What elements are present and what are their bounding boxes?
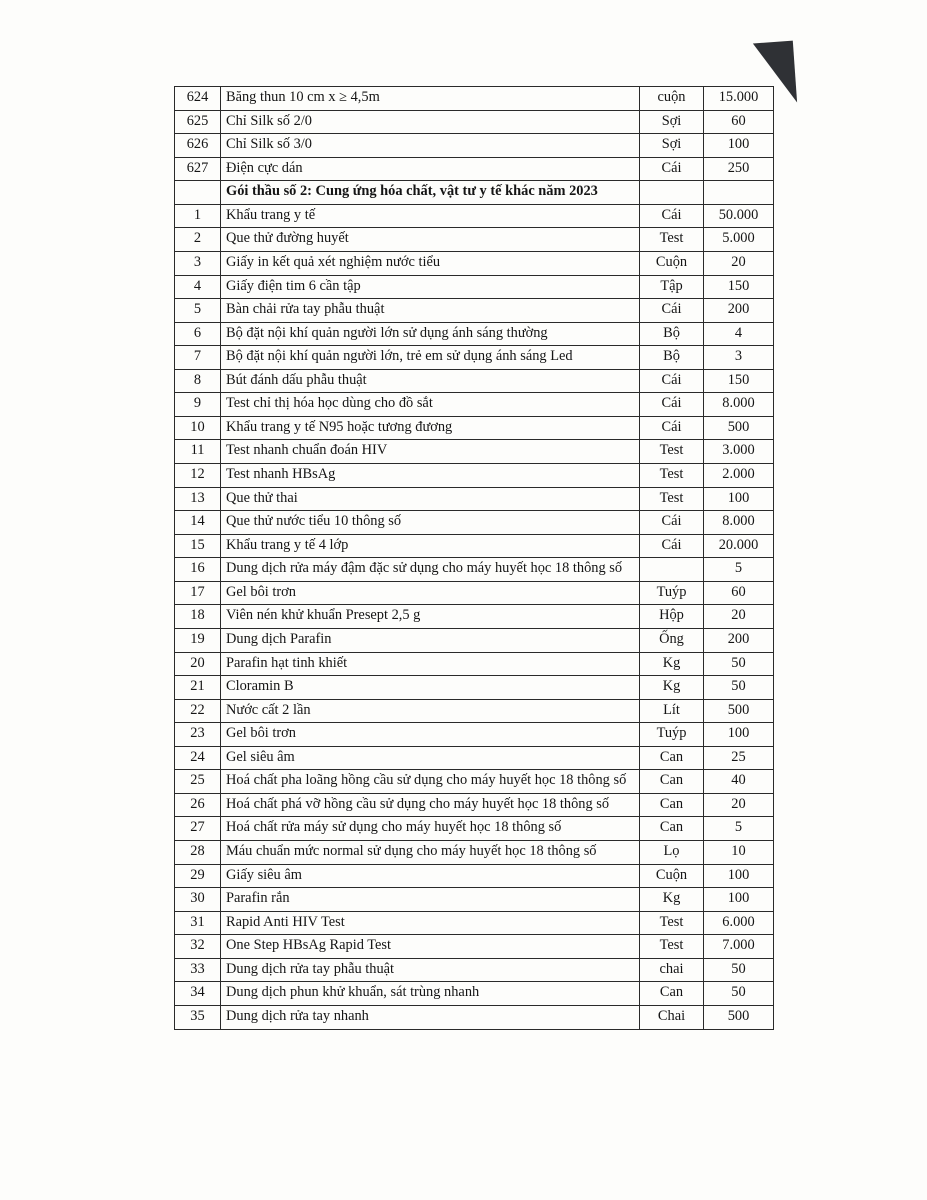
quantity-cell: 3.000	[704, 440, 774, 464]
goods-table-body	[175, 87, 774, 1030]
unit-cell: Test	[640, 464, 704, 488]
item-name-cell: Dung dịch rửa tay phẫu thuật	[221, 958, 640, 982]
table-row	[175, 888, 774, 912]
row-index-cell: 6	[175, 322, 221, 346]
quantity-cell: 7.000	[704, 935, 774, 959]
row-index-cell: 4	[175, 275, 221, 299]
quantity-cell: 100	[704, 487, 774, 511]
quantity-cell: 100	[704, 723, 774, 747]
item-name-cell: Bộ đặt nội khí quản người lớn, trẻ em sử dụng ánh sáng Led	[221, 346, 640, 370]
item-name-cell: Hoá chất pha loãng hồng cầu sử dụng cho máy huyết học 18 thông số	[221, 770, 640, 794]
unit-cell: Cái	[640, 393, 704, 417]
unit-cell: Cái	[640, 511, 704, 535]
table-row	[175, 299, 774, 323]
quantity-cell: 50	[704, 958, 774, 982]
table-row	[175, 440, 774, 464]
unit-cell: Cuộn	[640, 864, 704, 888]
table-row	[175, 723, 774, 747]
item-name-cell: Chỉ Silk số 3/0	[221, 134, 640, 158]
row-index-cell: 13	[175, 487, 221, 511]
row-index-cell: 12	[175, 464, 221, 488]
unit-cell: Can	[640, 982, 704, 1006]
table-row	[175, 817, 774, 841]
unit-cell: Sợi	[640, 110, 704, 134]
quantity-cell: 25	[704, 746, 774, 770]
quantity-cell: 200	[704, 299, 774, 323]
table-row	[175, 181, 774, 205]
quantity-cell: 5	[704, 817, 774, 841]
quantity-cell: 50	[704, 982, 774, 1006]
unit-cell: Bộ	[640, 346, 704, 370]
row-index-cell: 28	[175, 841, 221, 865]
item-name-cell: Khẩu trang y tế	[221, 204, 640, 228]
item-name-cell: Parafin hạt tinh khiết	[221, 652, 640, 676]
row-index-cell: 29	[175, 864, 221, 888]
unit-cell: Cái	[640, 204, 704, 228]
item-name-cell: Dung dịch phun khử khuẩn, sát trùng nhanh	[221, 982, 640, 1006]
quantity-cell: 50	[704, 652, 774, 676]
table-row	[175, 511, 774, 535]
row-index-cell: 625	[175, 110, 221, 134]
item-name-cell: Gel bôi trơn	[221, 581, 640, 605]
table-row	[175, 393, 774, 417]
unit-cell: Ống	[640, 628, 704, 652]
table-row	[175, 652, 774, 676]
item-name-cell: Nước cất 2 lần	[221, 699, 640, 723]
item-name-cell: Giấy điện tim 6 cần tập	[221, 275, 640, 299]
item-name-cell: Rapid Anti HIV Test	[221, 911, 640, 935]
row-index-cell: 11	[175, 440, 221, 464]
row-index-cell: 3	[175, 251, 221, 275]
quantity-cell: 50.000	[704, 204, 774, 228]
goods-table	[174, 86, 774, 1030]
row-index-cell: 17	[175, 581, 221, 605]
unit-cell: chai	[640, 958, 704, 982]
row-index-cell: 22	[175, 699, 221, 723]
unit-cell: Tuýp	[640, 581, 704, 605]
quantity-cell: 100	[704, 888, 774, 912]
table-row	[175, 558, 774, 582]
unit-cell: Cái	[640, 369, 704, 393]
item-name-cell: Hoá chất rửa máy sử dụng cho máy huyết học 18 thông số	[221, 817, 640, 841]
table-row	[175, 581, 774, 605]
item-name-cell: Điện cực dán	[221, 157, 640, 181]
unit-cell: Test	[640, 935, 704, 959]
item-name-cell: Giấy siêu âm	[221, 864, 640, 888]
section-heading-cell: Gói thầu số 2: Cung ứng hóa chất, vật tư y tế khác năm 2023	[221, 181, 640, 205]
item-name-cell: Khẩu trang y tế 4 lớp	[221, 534, 640, 558]
row-index-cell: 20	[175, 652, 221, 676]
table-row	[175, 605, 774, 629]
row-index-cell: 626	[175, 134, 221, 158]
item-name-cell: Dung dịch rửa máy đậm đặc sử dụng cho máy huyết học 18 thông số	[221, 558, 640, 582]
table-row	[175, 228, 774, 252]
table-row	[175, 628, 774, 652]
quantity-cell: 150	[704, 275, 774, 299]
row-index-cell: 19	[175, 628, 221, 652]
table-row	[175, 346, 774, 370]
item-name-cell: Khẩu trang y tế N95 hoặc tương đương	[221, 416, 640, 440]
row-index-cell: 9	[175, 393, 221, 417]
unit-cell: Kg	[640, 888, 704, 912]
table-row	[175, 793, 774, 817]
row-index-cell: 26	[175, 793, 221, 817]
table-row	[175, 416, 774, 440]
unit-cell: Can	[640, 746, 704, 770]
quantity-cell	[704, 181, 774, 205]
table-row	[175, 534, 774, 558]
row-index-cell: 7	[175, 346, 221, 370]
row-index-cell: 624	[175, 87, 221, 111]
quantity-cell: 500	[704, 416, 774, 440]
unit-cell: Sợi	[640, 134, 704, 158]
quantity-cell: 20.000	[704, 534, 774, 558]
quantity-cell: 60	[704, 110, 774, 134]
unit-cell: Cuộn	[640, 251, 704, 275]
quantity-cell: 10	[704, 841, 774, 865]
row-index-cell: 24	[175, 746, 221, 770]
row-index-cell: 31	[175, 911, 221, 935]
table-row	[175, 982, 774, 1006]
quantity-cell: 100	[704, 134, 774, 158]
item-name-cell: Bút đánh dấu phẫu thuật	[221, 369, 640, 393]
table-row	[175, 251, 774, 275]
unit-cell: Can	[640, 793, 704, 817]
unit-cell: Test	[640, 440, 704, 464]
item-name-cell: Test nhanh HBsAg	[221, 464, 640, 488]
row-index-cell: 25	[175, 770, 221, 794]
table-row	[175, 275, 774, 299]
row-index-cell: 34	[175, 982, 221, 1006]
quantity-cell: 8.000	[704, 511, 774, 535]
unit-cell: Tuýp	[640, 723, 704, 747]
row-index-cell: 23	[175, 723, 221, 747]
unit-cell: Hộp	[640, 605, 704, 629]
row-index-cell: 1	[175, 204, 221, 228]
quantity-cell: 3	[704, 346, 774, 370]
goods-table-container	[174, 86, 774, 1030]
row-index-cell: 2	[175, 228, 221, 252]
table-row	[175, 864, 774, 888]
row-index-cell: 15	[175, 534, 221, 558]
item-name-cell: Test chỉ thị hóa học dùng cho đồ sắt	[221, 393, 640, 417]
quantity-cell: 15.000	[704, 87, 774, 111]
unit-cell: Chai	[640, 1005, 704, 1029]
unit-cell: Kg	[640, 652, 704, 676]
item-name-cell: Parafin rắn	[221, 888, 640, 912]
quantity-cell: 5	[704, 558, 774, 582]
row-index-cell: 8	[175, 369, 221, 393]
table-row	[175, 110, 774, 134]
row-index-cell: 14	[175, 511, 221, 535]
unit-cell: Cái	[640, 534, 704, 558]
unit-cell: Test	[640, 911, 704, 935]
quantity-cell: 250	[704, 157, 774, 181]
row-index-cell: 30	[175, 888, 221, 912]
unit-cell: Cái	[640, 299, 704, 323]
row-index-cell: 5	[175, 299, 221, 323]
item-name-cell: Cloramin B	[221, 676, 640, 700]
unit-cell: Bộ	[640, 322, 704, 346]
item-name-cell: Que thử thai	[221, 487, 640, 511]
unit-cell: Test	[640, 487, 704, 511]
item-name-cell: Chỉ Silk số 2/0	[221, 110, 640, 134]
quantity-cell: 20	[704, 251, 774, 275]
unit-cell: Cái	[640, 416, 704, 440]
quantity-cell: 100	[704, 864, 774, 888]
item-name-cell: Hoá chất phá vỡ hồng cầu sử dụng cho máy huyết học 18 thông số	[221, 793, 640, 817]
quantity-cell: 40	[704, 770, 774, 794]
row-index-cell: 35	[175, 1005, 221, 1029]
table-row	[175, 487, 774, 511]
table-row	[175, 204, 774, 228]
quantity-cell: 20	[704, 605, 774, 629]
row-index-cell: 16	[175, 558, 221, 582]
item-name-cell: One Step HBsAg Rapid Test	[221, 935, 640, 959]
unit-cell	[640, 181, 704, 205]
item-name-cell: Dung dịch rửa tay nhanh	[221, 1005, 640, 1029]
item-name-cell: Giấy in kết quả xét nghiệm nước tiểu	[221, 251, 640, 275]
row-index-cell: 27	[175, 817, 221, 841]
item-name-cell: Bộ đặt nội khí quản người lớn sử dụng ánh sáng thường	[221, 322, 640, 346]
table-row	[175, 746, 774, 770]
item-name-cell: Băng thun 10 cm x ≥ 4,5m	[221, 87, 640, 111]
table-row	[175, 841, 774, 865]
item-name-cell: Gel bôi trơn	[221, 723, 640, 747]
table-row	[175, 699, 774, 723]
quantity-cell: 5.000	[704, 228, 774, 252]
quantity-cell: 50	[704, 676, 774, 700]
row-index-cell	[175, 181, 221, 205]
row-index-cell: 21	[175, 676, 221, 700]
table-row	[175, 87, 774, 111]
table-row	[175, 157, 774, 181]
table-row	[175, 1005, 774, 1029]
item-name-cell: Dung dịch Parafin	[221, 628, 640, 652]
table-row	[175, 770, 774, 794]
quantity-cell: 2.000	[704, 464, 774, 488]
row-index-cell: 33	[175, 958, 221, 982]
table-row	[175, 911, 774, 935]
unit-cell: Can	[640, 817, 704, 841]
unit-cell: Lít	[640, 699, 704, 723]
unit-cell: Can	[640, 770, 704, 794]
quantity-cell: 500	[704, 1005, 774, 1029]
unit-cell: Cái	[640, 157, 704, 181]
unit-cell: Test	[640, 228, 704, 252]
row-index-cell: 32	[175, 935, 221, 959]
unit-cell: Tập	[640, 275, 704, 299]
table-row	[175, 134, 774, 158]
unit-cell	[640, 558, 704, 582]
table-row	[175, 935, 774, 959]
item-name-cell: Bàn chải rửa tay phẫu thuật	[221, 299, 640, 323]
unit-cell: Lọ	[640, 841, 704, 865]
quantity-cell: 60	[704, 581, 774, 605]
row-index-cell: 627	[175, 157, 221, 181]
item-name-cell: Que thử nước tiểu 10 thông số	[221, 511, 640, 535]
quantity-cell: 500	[704, 699, 774, 723]
table-row	[175, 464, 774, 488]
row-index-cell: 18	[175, 605, 221, 629]
item-name-cell: Máu chuẩn mức normal sử dụng cho máy huyết học 18 thông số	[221, 841, 640, 865]
unit-cell: cuộn	[640, 87, 704, 111]
table-row	[175, 322, 774, 346]
quantity-cell: 20	[704, 793, 774, 817]
table-row	[175, 958, 774, 982]
table-row	[175, 369, 774, 393]
quantity-cell: 4	[704, 322, 774, 346]
quantity-cell: 200	[704, 628, 774, 652]
unit-cell: Kg	[640, 676, 704, 700]
quantity-cell: 150	[704, 369, 774, 393]
item-name-cell: Que thử đường huyết	[221, 228, 640, 252]
row-index-cell: 10	[175, 416, 221, 440]
item-name-cell: Viên nén khử khuẩn Presept 2,5 g	[221, 605, 640, 629]
quantity-cell: 6.000	[704, 911, 774, 935]
item-name-cell: Gel siêu âm	[221, 746, 640, 770]
item-name-cell: Test nhanh chuẩn đoán HIV	[221, 440, 640, 464]
quantity-cell: 8.000	[704, 393, 774, 417]
table-row	[175, 676, 774, 700]
